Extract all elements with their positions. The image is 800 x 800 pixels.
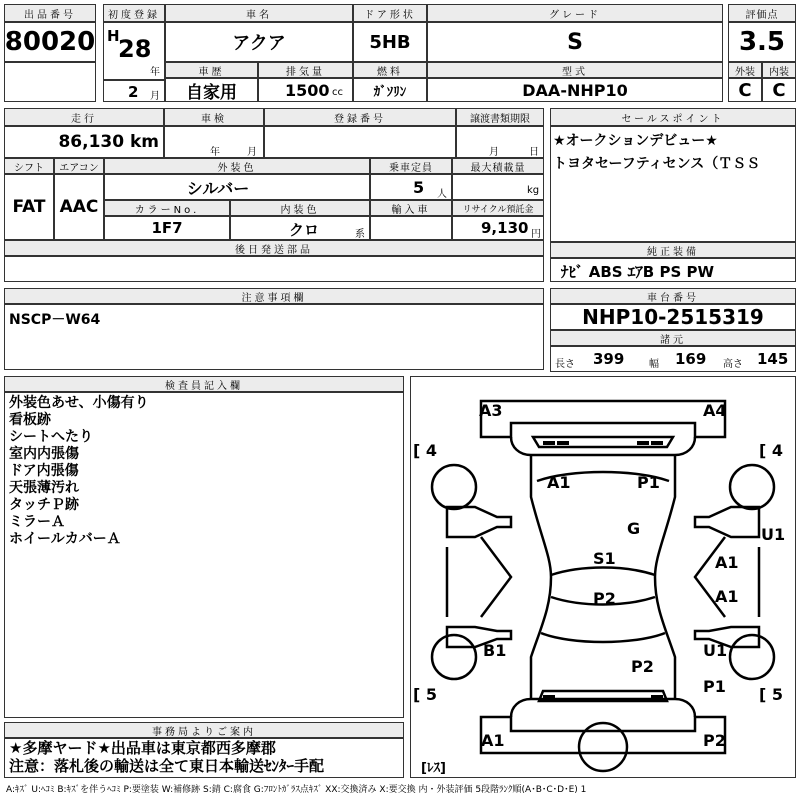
inspector-line: ミラーＡ	[9, 514, 65, 530]
score: 3.5	[738, 27, 786, 57]
equipment-cell	[550, 258, 796, 282]
shift: FAT	[12, 197, 46, 217]
damage-mark: A1	[715, 553, 739, 572]
displacement: 1500	[285, 81, 330, 100]
tire-tread-mark: [ 4	[413, 441, 438, 460]
first-reg-month: 2	[128, 83, 139, 101]
office-header: 事務局よりご案内	[4, 722, 404, 738]
first-reg-month-cell	[103, 80, 165, 102]
lot-no-cell	[4, 22, 96, 62]
damage-mark: A1	[715, 587, 739, 606]
chassis-header: 車台番号	[550, 288, 796, 304]
damage-mark: A4	[703, 401, 727, 420]
import-header: 輸入車	[370, 200, 452, 216]
damage-mark: A1	[547, 473, 571, 492]
history-header: 車歴	[165, 62, 258, 78]
year-unit: 年	[150, 67, 160, 78]
ext-grade-header: 外装	[728, 62, 762, 78]
office-line-2: 注意：落札後の輸送は全て東日本輸送ｾﾝﾀｰ手配	[9, 757, 325, 775]
damage-mark: G	[627, 519, 641, 538]
transfer-header: 譲渡書類期限	[456, 108, 544, 126]
era: H	[107, 27, 120, 45]
int-color-unit: 系	[355, 229, 365, 240]
transfer-month-unit: 月	[489, 147, 499, 158]
recycle-header: リサイクル預託金	[452, 200, 544, 216]
legend: A:ｷｽﾞ U:ﾍｺﾐ B:ｷｽﾞを伴うﾍｺﾐ P:要塗装 W:補修跡 S:錆 C:腐食 G:ﾌﾛﾝﾄｶﾞﾗｽ点ｷｽﾞ XX:交換済み X:要交換 内・外装評価 5段階ﾗﾝｸ順(A･B･C･D･E) 1	[6, 785, 587, 795]
history-cell	[165, 78, 258, 102]
mileage: 86,130 km	[58, 132, 159, 152]
caution-header: 注意事項欄	[4, 288, 544, 304]
capacity-unit: 人	[437, 189, 447, 200]
later-parts-cell	[4, 256, 544, 282]
first-reg-year: 28	[118, 35, 152, 63]
inspector-line: 看板跡	[9, 412, 51, 428]
int-grade: C	[772, 79, 786, 101]
sales-point-cell	[550, 126, 796, 242]
sales-point-header: セールスポイント	[550, 108, 796, 126]
recycle: 9,130	[481, 219, 529, 237]
spec-header: 諸元	[550, 330, 796, 346]
capacity-cell	[370, 174, 452, 200]
sales-line-2: トヨタセーフティセンス（ＴＳＳ	[553, 156, 761, 172]
car-outline-diagram	[411, 377, 795, 777]
int-color-cell	[230, 216, 370, 240]
later-parts-header: 後日発送部品	[4, 240, 544, 256]
width: 169	[675, 350, 707, 368]
score-cell	[728, 22, 796, 62]
caution-cell	[4, 304, 544, 370]
height: 145	[757, 350, 789, 368]
damage-mark: P2	[703, 731, 726, 750]
displacement-unit: cc	[332, 87, 343, 98]
color-no-header: カラーNo.	[104, 200, 230, 216]
width-label: 幅	[649, 359, 659, 370]
inspector-line: ホイールカバーＡ	[9, 531, 121, 547]
int-color: クロ	[289, 221, 320, 239]
damage-mark: B1	[483, 641, 507, 660]
reg-no-header: 登録番号	[264, 108, 456, 126]
model: DAA-NHP10	[522, 80, 628, 100]
inspector-line: 外装色あせ、小傷有り	[9, 395, 149, 411]
car-name-cell	[165, 22, 353, 62]
mileage-header: 走行	[4, 108, 164, 126]
int-grade-cell	[762, 78, 796, 102]
ac-header: エアコン	[54, 158, 104, 174]
lot-no-blank	[4, 62, 96, 102]
car-name: アクア	[232, 33, 286, 54]
grade-cell	[427, 22, 723, 62]
shift-header: シフト	[4, 158, 54, 174]
fuel-cell	[353, 78, 427, 102]
mileage-cell	[4, 126, 164, 158]
history: 自家用	[186, 82, 237, 102]
chassis-number: NHP10-2515319	[582, 305, 764, 329]
length: 399	[593, 350, 625, 368]
import-cell	[370, 216, 452, 240]
lot-no: 80020	[4, 27, 96, 57]
int-grade-header: 内装	[762, 62, 796, 78]
inspector-line: 室内内張傷	[9, 446, 79, 462]
caution-text: NSCP－W64	[9, 312, 101, 328]
ext-grade-cell	[728, 78, 762, 102]
inspector-line: シートへたり	[9, 429, 93, 445]
ext-color-cell	[104, 174, 370, 200]
spare-tire-mark: [ﾚｽ]	[421, 761, 446, 776]
month-unit: 月	[150, 91, 160, 102]
int-color-header: 内装色	[230, 200, 370, 216]
damage-mark: U1	[761, 525, 786, 544]
inspector-line: ドア内張傷	[9, 463, 79, 479]
damage-mark: S1	[593, 549, 616, 568]
color-no-cell	[104, 216, 230, 240]
equipment: ﾅﾋﾞ ABS ｴｱB PS PW	[561, 263, 715, 281]
displacement-header: 排気量	[258, 62, 353, 78]
color-no: 1F7	[151, 219, 183, 237]
inspection-cell	[164, 126, 264, 158]
grade: S	[567, 29, 583, 55]
capacity-header: 乗車定員	[370, 158, 452, 174]
damage-mark: P2	[631, 657, 654, 676]
spec-cell	[550, 346, 796, 372]
chassis-cell	[550, 304, 796, 330]
inspector-line: 天張薄汚れ	[9, 480, 79, 496]
damage-mark: U1	[703, 641, 728, 660]
ext-color-header: 外装色	[104, 158, 370, 174]
office-line-1: ★多摩ヤード★出品車は東京都西多摩郡	[9, 739, 276, 757]
damage-mark: A3	[479, 401, 503, 420]
tire-tread-mark: [ 4	[759, 441, 784, 460]
door: 5HB	[369, 31, 411, 53]
transfer-day-unit: 日	[529, 147, 539, 158]
recycle-cell	[452, 216, 544, 240]
tire-tread-mark: [ 5	[413, 685, 438, 704]
score-header: 評価点	[728, 4, 796, 22]
inspector-cell	[4, 392, 404, 718]
recycle-unit: 円	[531, 229, 541, 240]
damage-mark: P2	[593, 589, 616, 608]
damage-mark: P1	[637, 473, 660, 492]
damage-diagram	[410, 376, 796, 778]
inspection-year-unit: 年	[210, 147, 220, 158]
reg-no-cell	[264, 126, 456, 158]
height-label: 高さ	[723, 359, 743, 370]
capacity: 5	[413, 178, 425, 197]
damage-mark: A1	[481, 731, 505, 750]
first-reg-cell	[103, 22, 165, 80]
load-cell	[452, 174, 544, 200]
ext-color: シルバー	[186, 178, 250, 198]
length-label: 長さ	[555, 359, 575, 370]
shift-cell	[4, 174, 54, 240]
displacement-cell	[258, 78, 353, 102]
ext-grade: C	[738, 79, 752, 101]
fuel-header: 燃料	[353, 62, 427, 78]
inspection-month-unit: 月	[247, 147, 257, 158]
tire-tread-mark: [ 5	[759, 685, 784, 704]
damage-mark: P1	[703, 677, 726, 696]
model-header: 型式	[427, 62, 723, 78]
fuel: ｶﾞｿﾘﾝ	[373, 84, 407, 100]
lot-no-header: 出品番号	[4, 4, 96, 22]
car-name-header: 車名	[165, 4, 353, 22]
door-header: ドア形状	[353, 4, 427, 22]
grade-header: グレード	[427, 4, 723, 22]
load-header: 最大積載量	[452, 158, 544, 174]
equipment-header: 純正装備	[550, 242, 796, 258]
inspector-line: タッチＰ跡	[9, 497, 79, 513]
first-reg-header: 初度登録	[103, 4, 165, 22]
ac-cell	[54, 174, 104, 240]
office-cell	[4, 738, 404, 778]
sales-line-1: ★オークションデビュー★	[553, 133, 718, 149]
inspector-header: 検査員記入欄	[4, 376, 404, 392]
ac: AAC	[59, 197, 99, 217]
load-unit: kg	[527, 185, 540, 196]
model-cell	[427, 78, 723, 102]
inspection-header: 車検	[164, 108, 264, 126]
transfer-cell	[456, 126, 544, 158]
door-cell	[353, 22, 427, 62]
